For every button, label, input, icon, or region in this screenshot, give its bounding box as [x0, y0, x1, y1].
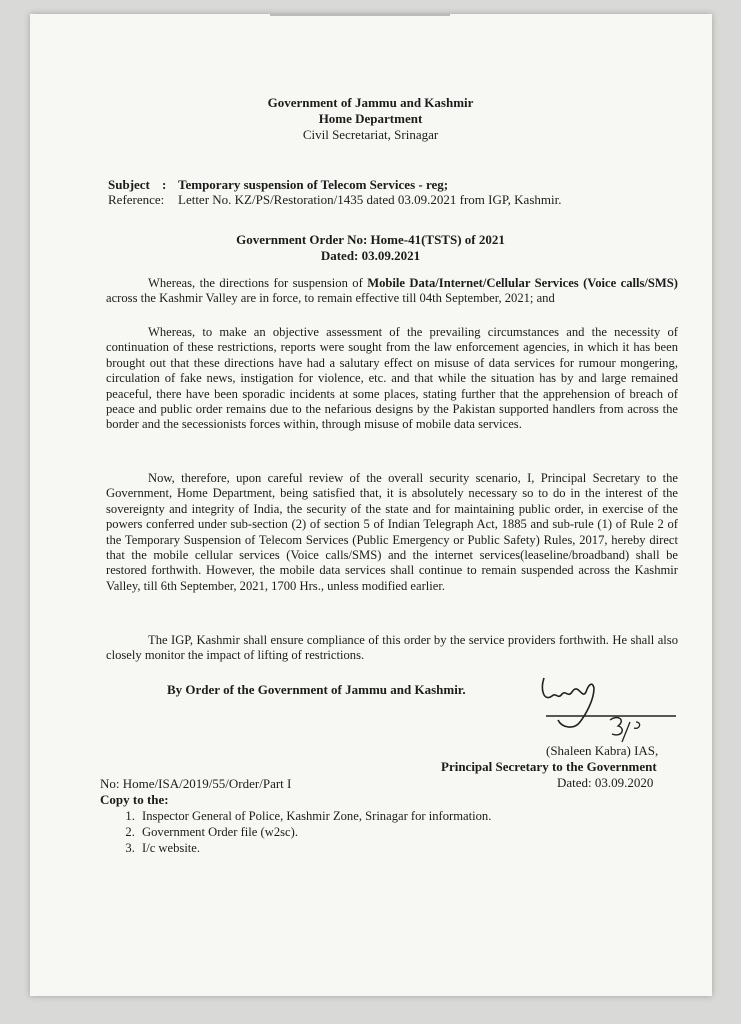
- subject-label: Subject: [108, 177, 150, 192]
- reference-label: Reference:: [108, 192, 165, 207]
- header-address: Civil Secretariat, Srinagar: [302, 127, 439, 142]
- signatory-name: (Shaleen Kabra) IAS,: [546, 743, 659, 758]
- scan-edge-line: [270, 14, 450, 16]
- header-department: Home Department: [318, 111, 423, 126]
- list-item: 3. I/c website.: [138, 840, 491, 856]
- paragraph-2: Whereas, to make an objective assessment of the prevailing circumstances and the necessity of continuation of these restrictions, reports were sought from the law enforcement agencies, in which it has been brought out that these directions have had a salutary effect on misuse of data services for rumour mongering, circulation of fake news, instigation for violence, etc. and that while the situation has by and large remained peaceful, there have been sporadic incidents at some places, stating further that the apprehension of breach of peace and public order remains due to the nefarious designs by the Pakistan supported handlers from across the border and the secessionists forces within, through misuse of mobile data services.: [106, 325, 678, 432]
- reference-text: Letter No. KZ/PS/Restoration/1435 dated 03.09.2021 from IGP, Kashmir.: [178, 192, 562, 207]
- paragraph-4: The IGP, Kashmir shall ensure compliance of this order by the service providers forthwith. He shall also closely monitor the impact of lifting of restrictions.: [106, 633, 678, 663]
- list-item: 2. Government Order file (w2sc).: [138, 824, 491, 840]
- by-order-line: By Order of the Government of Jammu and Kashmir.: [167, 682, 466, 697]
- copy-to-heading: Copy to the:: [100, 792, 169, 807]
- file-number: No: Home/ISA/2019/55/Order/Part I: [100, 776, 292, 791]
- paragraph-1-part-a: Whereas, the directions for suspension of: [148, 276, 368, 290]
- header-government: Government of Jammu and Kashmir: [267, 95, 474, 110]
- subject-text: Temporary suspension of Telecom Services - reg;: [178, 177, 449, 192]
- order-dated: Dated: 03.09.2021: [320, 248, 421, 263]
- paragraph-1-services: Mobile Data/Internet/Cellular Services (Voice calls/SMS): [367, 276, 678, 290]
- signatory-dated: Dated: 03.09.2020: [557, 775, 654, 790]
- signature: [522, 670, 682, 750]
- list-item: 1. Inspector General of Police, Kashmir Zone, Srinagar for information.: [138, 808, 491, 824]
- signatory-title: Principal Secretary to the Government: [441, 759, 657, 774]
- paragraph-1: [106, 276, 678, 307]
- paragraph-3: Now, therefore, upon careful review of the overall security scenario, I, Principal Secretary to the Government, Home Department, being satisfied that, it is absolutely necessary so to do in the interest of the sovereignty and integrity of India, the security of the state and for maintaining public order, in exercise of the powers conferred under sub-section (2) of section 5 of Indian Telegraph Act, 1885 and sub-rule (1) of Rule 2 of the Temporary Suspension of Telecom Services (Public Emergency or Public Safety) Rules, 2017, hereby direct that the mobile cellular services (Voice calls/SMS) and the internet services(leaseline/broadband) shall be restored forthwith. However, the mobile data services shall continue to remain suspended across the Kashmir Valley, till 6th September, 2021, 1700 Hrs., unless modified earlier.: [106, 471, 678, 593]
- copy-to-list: [120, 808, 491, 856]
- paragraph-1-part-c: across the Kashmir Valley are in force, to remain effective till 04th September, 2021; and: [106, 291, 555, 306]
- subject-colon: :: [162, 177, 167, 192]
- order-number: Government Order No: Home-41(TSTS) of 2021: [236, 232, 505, 247]
